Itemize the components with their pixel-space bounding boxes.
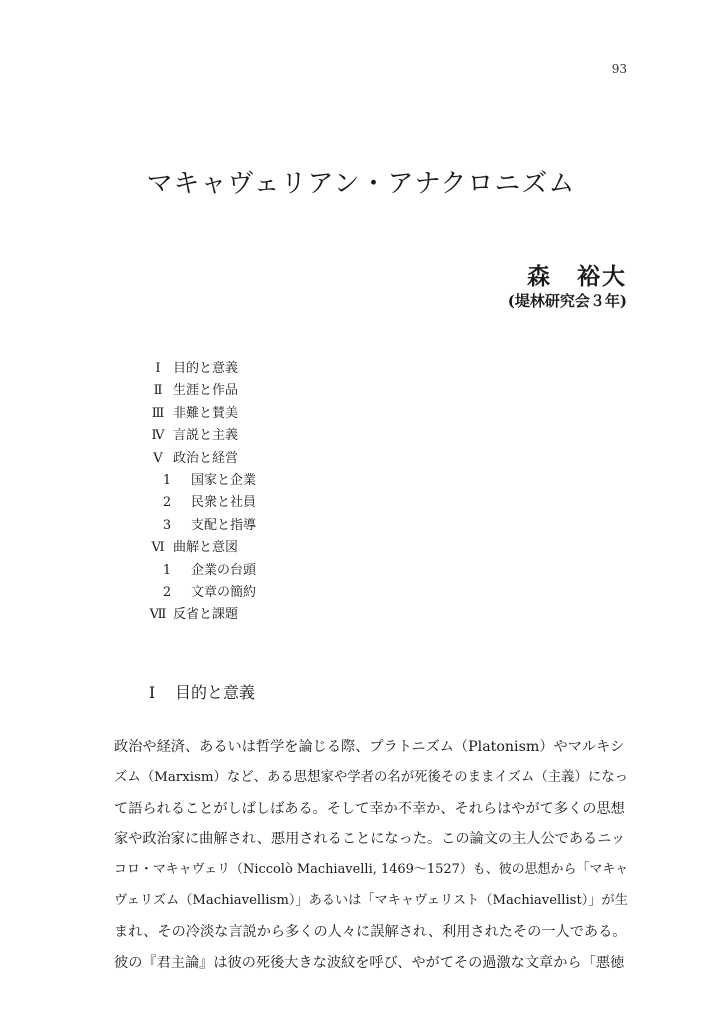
toc-item-label: 国家と企業 [191, 472, 257, 488]
toc-item-number: 1 [162, 562, 172, 578]
toc-item-number: Ⅶ [149, 607, 167, 623]
toc-item-number: 2 [162, 584, 172, 600]
body-line: 政治や経済、あるいは哲学を論じる際、プラトニズム（Platonism）やマルキシ [114, 739, 625, 755]
body-line: 家や政治家に曲解され、悪用されることになった。この論文の主人公であるニッ [114, 831, 626, 848]
toc-item [143, 358, 256, 380]
toc-item-label: 言説と主義 [173, 428, 239, 444]
page-number: 93 [611, 62, 627, 76]
section-title: 目的と意義 [175, 683, 256, 702]
toc-item-label: 曲解と意図 [173, 540, 239, 556]
toc-item-label: 非難と賛美 [173, 405, 239, 421]
toc-item [143, 448, 256, 470]
toc-item [143, 425, 256, 447]
toc-item-number: Ⅰ [155, 361, 161, 376]
body-line: ヴェリズム（Machiavellism）」あるいは「マキャヴェリスト（Machiavellist）」が生 [114, 892, 628, 908]
toc-item [143, 560, 256, 582]
toc-item [143, 492, 256, 514]
toc-item [143, 582, 256, 604]
toc-item-number: 2 [162, 495, 172, 511]
section-number: Ⅰ [148, 683, 156, 702]
table-of-contents [143, 358, 256, 627]
toc-item-number: Ⅲ [151, 405, 165, 421]
toc-item [143, 604, 256, 626]
toc-item-label: 文章の簡約 [191, 584, 257, 600]
toc-item [143, 380, 256, 402]
toc-item-label: 支配と指導 [191, 517, 257, 533]
body-line: 彼の『君主論』は彼の死後大きな波紋を呼び、やがてその過激な文章から「悪徳 [114, 954, 625, 971]
toc-item-label: 民衆と社員 [191, 495, 257, 511]
toc-item [143, 515, 256, 537]
paper-title: マキャヴェリアン・アナクロニズム [146, 169, 576, 199]
toc-item [143, 537, 256, 559]
toc-item-number: Ⅱ [153, 383, 163, 399]
toc-item-label: 反省と課題 [173, 607, 239, 623]
toc-item-number: 3 [162, 517, 172, 533]
body-line: まれ、その冷淡な言説から多くの人々に誤解され、利用されたその一人である。 [114, 923, 627, 940]
body-line: て語られることがしばしばある。そして幸か不幸か、それらはやがて多くの思想 [114, 800, 625, 817]
author-name: 森 裕大 [527, 263, 627, 290]
toc-item [143, 403, 256, 425]
toc-item-label: 目的と意義 [173, 361, 239, 376]
body-line: コロ・マキャヴェリ（Niccolò Machiavelli, 1469〜1527）も、彼の思想から「マキャ [114, 862, 628, 878]
toc-item-label: 生涯と作品 [173, 383, 239, 399]
body-line: ズム（Marxism）など、ある思想家や学者の名が死後そのままイズム（主義）になっ [114, 769, 628, 785]
toc-item-number: Ⅵ [151, 540, 165, 556]
toc-item-label: 企業の台頭 [191, 562, 257, 578]
toc-item-number: Ⅴ [153, 450, 163, 466]
author-affiliation: (堤林研究会３年) [507, 292, 627, 310]
toc-item-label: 政治と経営 [173, 450, 239, 466]
toc-item-number: Ⅳ [151, 428, 165, 444]
body-paragraph [114, 732, 628, 978]
toc-item-number: 1 [162, 472, 172, 488]
toc-item [143, 470, 256, 492]
section-heading [137, 680, 255, 703]
